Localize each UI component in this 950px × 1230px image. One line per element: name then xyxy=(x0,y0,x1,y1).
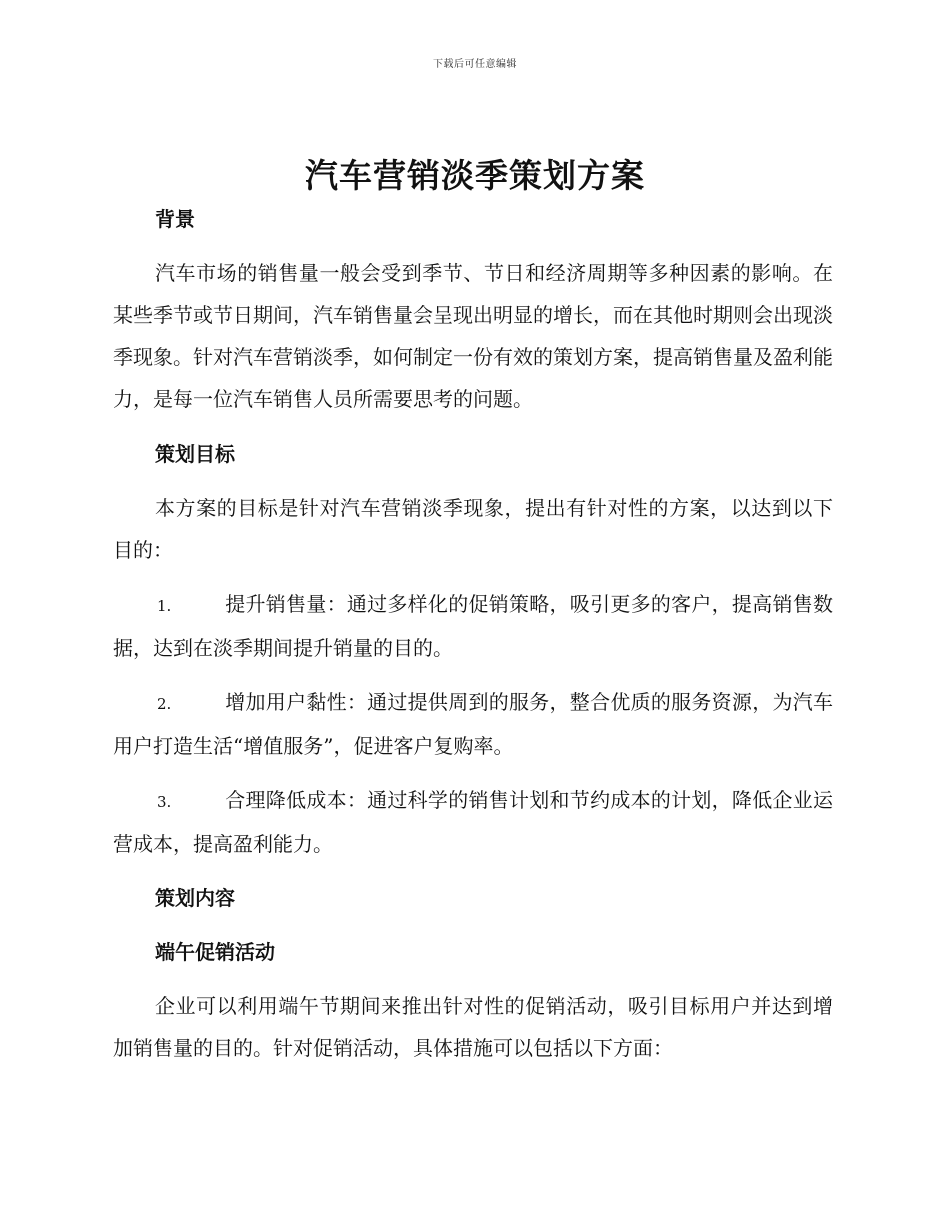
promotion-paragraph: 企业可以利用端午节期间来推出针对性的促销活动，吸引目标用户并达到增加销售量的目的。针对促销活动，具体措施可以包括以下方面： xyxy=(113,994,833,1060)
header-note: 下载后可任意编辑 xyxy=(433,59,517,70)
list-number: 3. xyxy=(157,793,172,811)
section-heading-content: 策划内容 xyxy=(155,886,235,910)
background-paragraph: 汽车市场的销售量一般会受到季节、节日和经济周期等多种因素的影响。在某些季节或节日期间，汽车销售量会呈现出明显的增长，而在其他时期则会出现淡季现象。针对汽车营销淡季，如何制定一份有效的策划方案，提高销售量及盈利能力，是每一位汽车销售人员所需要思考的问题。 xyxy=(113,261,833,411)
list-number: 2. xyxy=(157,695,172,713)
goals-intro-paragraph: 本方案的目标是针对汽车营销淡季现象，提出有针对性的方案，以达到以下目的： xyxy=(113,496,833,562)
section-heading-goals: 策划目标 xyxy=(155,442,235,466)
document-body xyxy=(113,198,833,1069)
goal-list-item xyxy=(113,779,833,865)
document-title: 汽车营销淡季策划方案 xyxy=(305,156,645,195)
list-text: 增加用户黏性：通过提供周到的服务，整合优质的服务资源，为汽车用户打造生活“增值服务”，促进客户复购率。 xyxy=(113,690,833,758)
goal-list-item xyxy=(113,583,833,669)
subsection-heading-promotion: 端午促销活动 xyxy=(155,940,275,964)
goal-list-item xyxy=(113,681,833,767)
list-text: 合理降低成本：通过科学的销售计划和节约成本的计划，降低企业运营成本，提高盈利能力。 xyxy=(113,788,833,856)
list-text: 提升销售量：通过多样化的促销策略，吸引更多的客户，提高销售数据，达到在淡季期间提升销量的目的。 xyxy=(113,592,833,660)
section-heading-background: 背景 xyxy=(155,207,195,231)
list-number: 1. xyxy=(157,597,172,615)
